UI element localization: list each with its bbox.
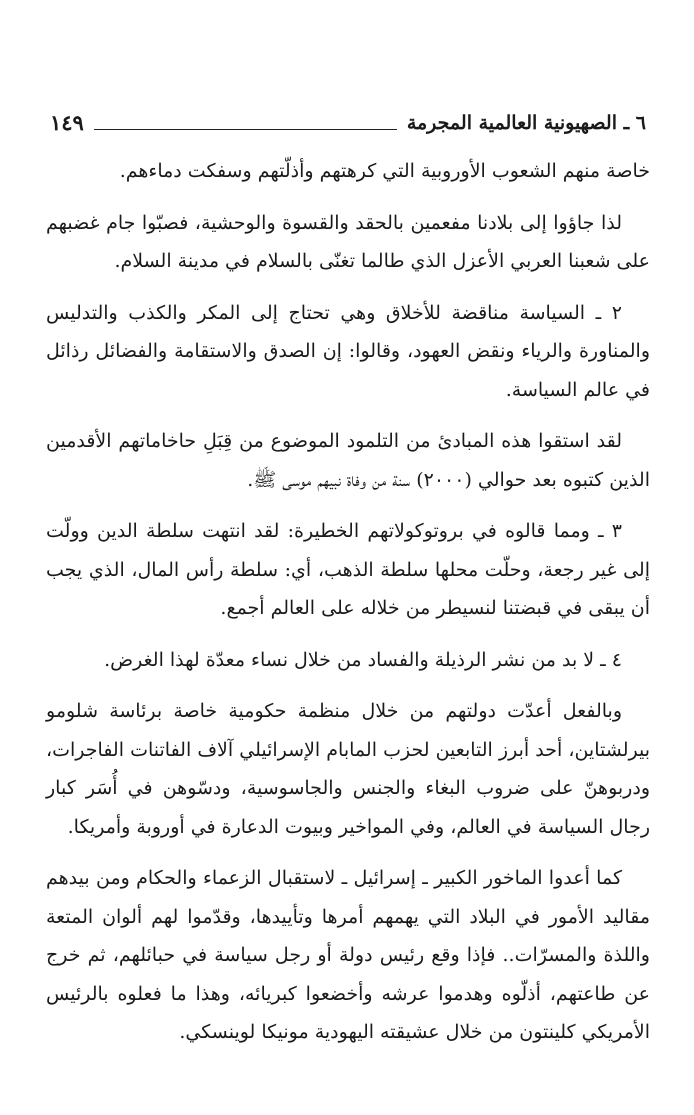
paragraph-6: ٤ ـ لا بد من نشر الرذيلة والفساد من خلال نساء معدّة لهذا الغرض. <box>104 648 622 671</box>
page-number: ١٤٩ <box>50 110 84 135</box>
paragraph-7: وبالفعل أعدّت دولتهم من خلال منظمة حكومية خاصة برئاسة شلومو بيرلشتاين، أحد أبرز التابعين لحزب المابام الإسرائيلي آلاف الفاتنات الفاجرات، ودربوهنّ على ضروب البغاء والجنس والجاسوسية، ودسّوهن في أُسَر كبار رجال السياسة في العالم، وفي المواخير وبيوت الدعارة في أوروبة وأمريكا. <box>46 700 650 838</box>
header-rule <box>94 129 397 130</box>
paragraph-5: ٣ ـ ومما قالوه في بروتوكولاتهم الخطيرة: لقد انتهت سلطة الدين وولّت إلى غير رجعة، وحلّت محلها سلطة الذهب، أي: سلطة رأس المال، الذي يجب أن يبقى في قبضتنا لنسيطر من خلاله على العالم أجمع. <box>46 520 650 619</box>
chapter-title: ٦ ـ الصهيونية العالمية المجرمة <box>406 112 646 134</box>
body-text <box>46 152 650 1052</box>
paragraph-1: خاصة منهم الشعوب الأوروبية التي كرهتهم وأذلّتهم وسفكت دماءهم. <box>119 160 650 182</box>
paragraph-2: لذا جاؤوا إلى بلادنا مفعمين بالحقد والقسوة والوحشية، فصبّوا جام غضبهم على شعبنا العربي الأعزل الذي طالما تغنّى بالسلام في مدينة السلام. <box>46 211 650 272</box>
paragraph-8: كما أعدوا الماخور الكبير ـ إسرائيل ـ لاستقبال الزعماء والحكام ومن بيدهم مقاليد الأمور في البلاد التي يهمهم أمرها وتأييدها، وقدّموا لهم ألوان المتعة واللذة والمسرّات.. فإذا وقع رئيس دولة أو رجل سياسة في حبائلهم، ثم خرج عن طاعتهم، أذلّوه وهدموا عرشه وأخضعوا كبريائه، وهذا ما فعلوه بالرئيس الأمريكي كلينتون من خلال عشيقته اليهودية مونيكا لوينسكي. <box>46 867 650 1043</box>
running-header <box>50 104 646 134</box>
paragraph-4: لقد استقوا هذه المبادئ من التلمود الموضوع من قِبَلِ حاخاماتهم الأقدمين الذين كتبوه بعد حوالي (٢٠٠٠) سنة من وفاة نبيهم موسى ﷺ. <box>46 430 650 491</box>
paragraph-3: ٢ ـ السياسة مناقضة للأخلاق وهي تحتاج إلى المكر والكذب والتدليس والمناورة والرياء ونقض العهود، وقالوا: إن الصدق والاستقامة والفضائل رذائل في عالم السياسة. <box>46 301 650 401</box>
